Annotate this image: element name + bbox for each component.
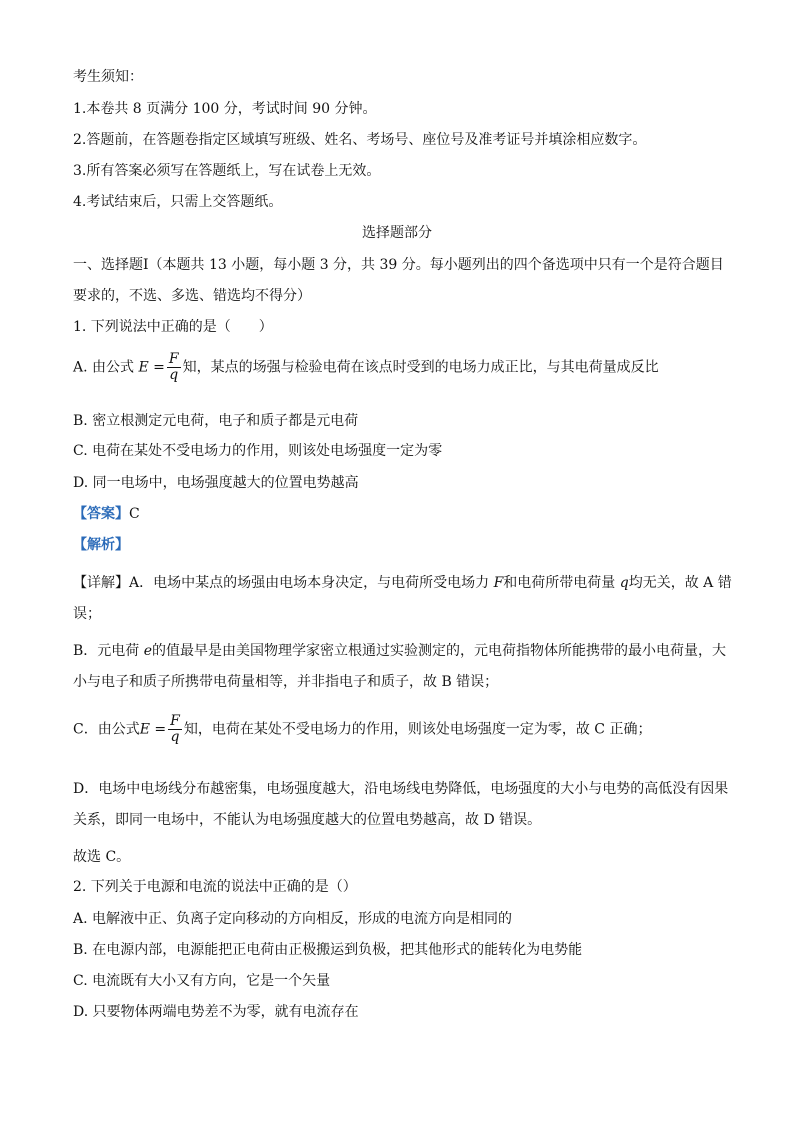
part-intro-line-2: 要求的，不选、多选、错选均不得分）: [73, 288, 311, 304]
question-2-stem: 2. 下列关于电源和电流的说法中正确的是（）: [73, 879, 357, 895]
detail-a-text-1: A．电场中某点的场强由电场本身决定，与电荷所受电场力: [129, 575, 494, 591]
question-2-option-c: C. 电流既有大小又有方向，它是一个矢量: [73, 973, 331, 989]
detail-a-var-f: F: [493, 575, 504, 591]
detail-tag: 【详解】: [73, 575, 129, 591]
question-1-option-d: D. 同一电场中，电场强度越大的位置电势越高: [73, 475, 359, 491]
detail-a-text-2: 和电荷所带电荷量: [503, 575, 620, 591]
detail-b-line: [73, 642, 727, 660]
detail-c-formula-fraction: [168, 714, 182, 745]
detail-c-prefix: C．由公式: [73, 721, 140, 738]
analysis-line: [73, 536, 724, 554]
detail-b-text-1: B．元电荷: [73, 643, 144, 659]
notice-item-1: 1.本卷共 8 页满分 100 分，考试时间 90 分钟。: [73, 101, 377, 117]
section-title: 选择题部分: [362, 225, 432, 241]
answer-value: C: [129, 506, 140, 522]
detail-c-line: [73, 714, 724, 745]
detail-c-suffix: 知，电荷在某处不受电场力的作用，则该处电场强度一定为零，故 C 正确；: [183, 721, 652, 738]
detail-d-line-1: D．电场中电场线分布越密集，电场强度越大，沿电场线电势降低，电场强度的大小与电势的高低没有因果: [73, 781, 729, 797]
formula-lhs: E =: [138, 359, 165, 376]
detail-b-cont: 小与电子和质子所携带电荷量相等，并非指电子和质子，故 B 错误；: [73, 674, 499, 690]
detail-c-denominator: q: [170, 729, 180, 745]
detail-a-text-3: 均无关，故 A 错: [628, 575, 732, 591]
notice-item-4: 4.考试结束后，只需上交答题纸。: [73, 194, 283, 210]
question-2-option-a: A. 电解液中正、负离子定向移动的方向相反，形成的电流方向是相同的: [73, 911, 513, 927]
detail-a-line: [73, 574, 732, 592]
notice-item-2: 2.答题前，在答题卷指定区域填写班级、姓名、考场号、座位号及准考证号并填涂相应数字。: [73, 132, 647, 148]
answer-tag: 【答案】: [73, 506, 129, 522]
option-a-suffix: 知，某点的场强与检验电荷在该点时受到的电场力成正比，与其电荷量成反比: [182, 359, 659, 376]
detail-d-line-2: 关系，即同一电场中，不能认为电场强度越大的位置电势越高，故 D 错误。: [73, 812, 542, 828]
formula-numerator: F: [168, 351, 179, 367]
detail-b-text-2: 的值最早是由美国物理学家密立根通过实验测定的，元电荷指物体所能携带的最小电荷量，大: [152, 643, 727, 659]
detail-a-var-q: q: [619, 575, 629, 591]
question-1-option-c: C. 电荷在某处不受电场力的作用，则该处电场强度一定为零: [73, 443, 443, 459]
detail-b-var-e: e: [143, 643, 153, 659]
detail-c-formula-lhs: E =: [139, 721, 167, 738]
question-2-option-d: D. 只要物体两端电势差不为零，就有电流存在: [73, 1004, 359, 1020]
formula-fraction: [167, 352, 181, 383]
part-intro-line-1: 一、选择题Ⅰ（本题共 13 小题，每小题 3 分，共 39 分。每小题列出的四个备选项中只有一个是符合题目: [73, 257, 724, 273]
option-a-prefix: A. 由公式: [73, 359, 135, 376]
question-1-option-b: B. 密立根测定元电荷，电子和质子都是元电荷: [73, 413, 359, 429]
detail-a-cont: 误；: [73, 606, 101, 622]
question-1-stem: 1. 下列说法中正确的是（ ）: [73, 319, 273, 335]
question-1-option-a: [73, 352, 724, 383]
formula-denominator: q: [169, 367, 179, 383]
detail-c-numerator: F: [170, 713, 180, 729]
notice-title: 考生须知：: [73, 69, 143, 85]
analysis-tag: 【解析】: [73, 537, 129, 553]
conclusion-line: 故选 C。: [73, 849, 131, 865]
answer-line: [73, 505, 724, 523]
question-2-option-b: B. 在电源内部，电源能把正电荷由正极搬运到负极，把其他形式的能转化为电势能: [73, 942, 583, 958]
notice-item-3: 3.所有答案必须写在答题纸上，写在试卷上无效。: [73, 163, 381, 179]
